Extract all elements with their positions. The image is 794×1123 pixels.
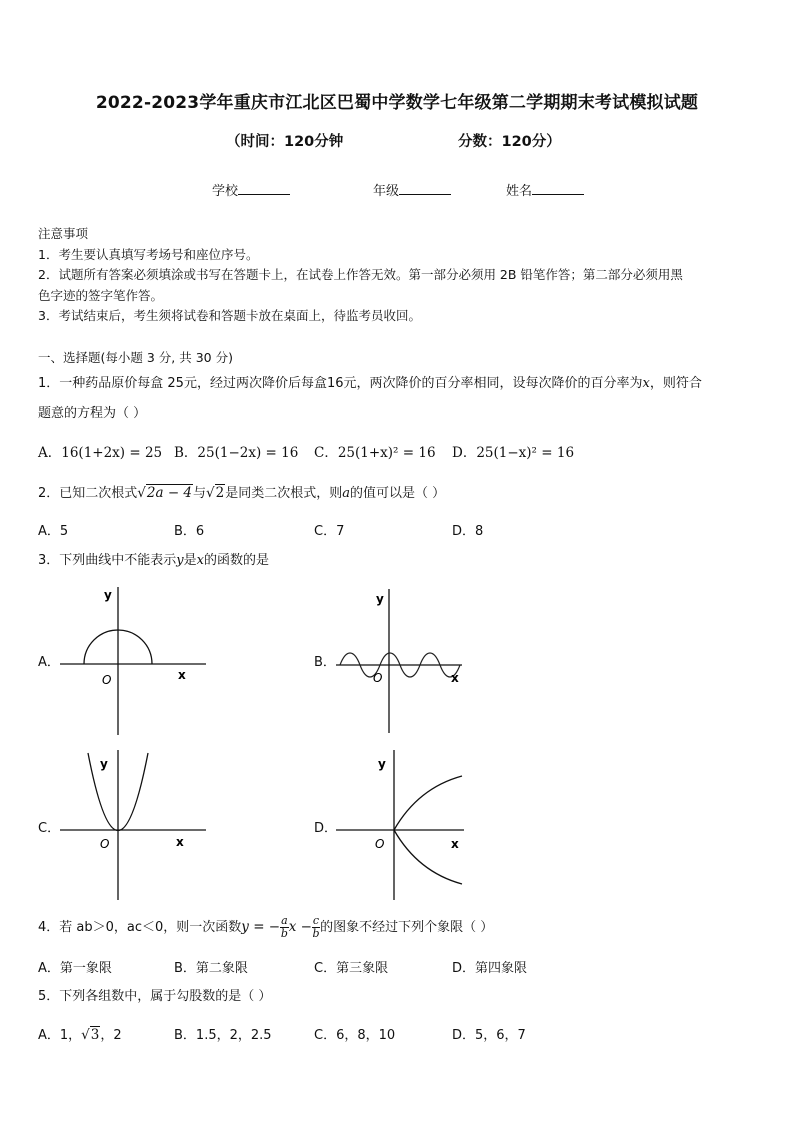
q1-option-d[interactable]: D．25(1−x)² = 16 xyxy=(452,445,575,461)
fraction-denominator: b xyxy=(280,927,288,940)
q2-option-b[interactable]: B．6 xyxy=(174,524,205,539)
question-5: 5．下列各组数中，属于勾股数的是（ ） xyxy=(38,989,272,1004)
q1-text: 1．一种药品原价每盒 25元，经过两次降价后每盒16元，两次降价的百分率相同，设每次降价的百分率为 xyxy=(38,376,643,391)
axis-x-label: x xyxy=(178,668,186,682)
q3-text: 3．下列曲线中不能表示 xyxy=(38,553,177,568)
q2-text-b: 与 xyxy=(193,486,207,501)
q4-option-c[interactable]: C．第三象限 xyxy=(314,961,389,976)
axis-x-label: x xyxy=(176,835,184,849)
notes-heading: 注意事项 xyxy=(38,226,89,241)
notes-item: 2．试题所有答案必须填涂或书写在答题卡上，在试卷上作答无效。第一部分必须用 2B 铅笔作答；第二部分必须用黑 xyxy=(38,267,683,282)
q5-radical: 3 xyxy=(90,1027,100,1043)
q2-option-a[interactable]: A．5 xyxy=(38,524,69,539)
axis-y-label: y xyxy=(376,592,384,606)
graph-a xyxy=(58,583,208,738)
q2-var: a xyxy=(342,486,351,501)
q2-text-d: 的值可以是（ ） xyxy=(350,486,446,501)
q2-option-c[interactable]: C．7 xyxy=(314,524,345,539)
axis-x-label: x xyxy=(451,837,459,851)
q1-option-a[interactable]: A．16(1+2x) = 25 xyxy=(38,445,163,461)
page-title: 2022-2023学年重庆市江北区巴蜀中学数学七年级第二学期期末考试模拟试题 xyxy=(95,93,699,113)
q3-var-x: x xyxy=(196,553,204,568)
fraction-numerator: c xyxy=(312,914,320,927)
q5-option-a-pre: A．1， xyxy=(38,1028,82,1043)
axis-x-label: x xyxy=(451,671,459,685)
q2-radical-2: 2 xyxy=(215,485,225,501)
q4-text-b: 的图象不经过下列个象限（ ） xyxy=(320,920,494,935)
origin-label: O xyxy=(373,671,383,685)
grade-blank[interactable] xyxy=(399,182,451,195)
axis-y-label: y xyxy=(100,757,108,771)
fraction-denominator: b xyxy=(312,927,320,940)
grade-field xyxy=(373,180,451,199)
q3-option-b[interactable]: B． xyxy=(314,655,336,670)
q2-radical-1: 2a − 4 xyxy=(146,485,193,501)
q3-option-c[interactable]: C． xyxy=(38,821,61,836)
grade-label: 年级 xyxy=(373,184,400,199)
q5-option-c[interactable]: C．6，8，10 xyxy=(314,1028,396,1043)
q5-option-b[interactable]: B．1.5，2，2.5 xyxy=(174,1028,272,1043)
q4-option-d[interactable]: D．第四象限 xyxy=(452,961,528,976)
q1-var: x xyxy=(642,376,650,391)
q2-text-c: 是同类二次根式，则 xyxy=(225,486,343,501)
school-label: 学校 xyxy=(212,184,239,199)
fraction-numerator: a xyxy=(281,914,288,927)
origin-label: O xyxy=(100,837,110,851)
q1-option-c[interactable]: C．25(1+x)² = 16 xyxy=(314,445,436,461)
exam-score: 分数：120分） xyxy=(458,134,561,150)
q3-text-c: 的函数的是 xyxy=(204,553,270,568)
question-2: 2．已知二次根式√2a − 4与√2是同类二次根式，则a的值可以是（ ） xyxy=(38,485,446,501)
q2-text: 2．已知二次根式 xyxy=(38,486,138,501)
q5-option-d[interactable]: D．5，6，7 xyxy=(452,1028,526,1043)
axis-y-label: y xyxy=(378,757,386,771)
exam-time: （时间：120分钟 xyxy=(226,134,344,150)
q3-text-b: 是 xyxy=(183,553,197,568)
question-3 xyxy=(38,551,758,571)
q4-option-a[interactable]: A．第一象限 xyxy=(38,961,112,976)
q1-text-b: ，则符合 xyxy=(649,376,702,391)
q4-fraction-2 xyxy=(312,915,320,940)
origin-label: O xyxy=(375,837,385,851)
q3-option-a[interactable]: A． xyxy=(38,655,60,670)
q4-option-b[interactable]: B．第二象限 xyxy=(174,961,248,976)
notes-item: 3．考试结束后，考生须将试卷和答题卡放在桌面上，待监考员收回。 xyxy=(38,308,421,323)
name-blank[interactable] xyxy=(532,182,584,195)
origin-label: O xyxy=(102,673,112,687)
q4-eq-lhs: y = − xyxy=(241,919,281,935)
q4-text: 4．若 ab＞0，ac＜0，则一次函数 xyxy=(38,920,242,935)
axis-y-label: y xyxy=(104,588,112,602)
q4-eq-mid: x − xyxy=(288,919,312,935)
question-1 xyxy=(38,374,758,394)
section-heading: 一、选择题(每小题 3 分, 共 30 分) xyxy=(38,350,233,365)
question-4 xyxy=(38,915,758,940)
graph-b xyxy=(334,585,474,735)
notes-item: 色字迹的签字笔作答。 xyxy=(38,287,164,303)
notes-block xyxy=(38,224,758,327)
q2-option-d[interactable]: D．8 xyxy=(452,524,484,539)
q5-option-a[interactable]: A．1，√3，2 xyxy=(38,1027,122,1043)
q1-text-c: 题意的方程为（ ） xyxy=(38,406,147,421)
name-field xyxy=(506,180,584,199)
graph-d xyxy=(334,748,474,903)
school-field xyxy=(212,180,290,199)
school-blank[interactable] xyxy=(238,182,290,195)
q3-option-d[interactable]: D． xyxy=(314,821,338,836)
notes-item: 1．考生要认真填写考场号和座位序号。 xyxy=(38,246,259,262)
q3-var-y: y xyxy=(176,553,184,568)
q4-fraction-1 xyxy=(280,915,289,940)
graph-c xyxy=(58,748,208,903)
q5-option-a-post: ，2 xyxy=(100,1028,122,1043)
name-label: 姓名 xyxy=(506,184,533,199)
q1-option-b[interactable]: B．25(1−2x) = 16 xyxy=(174,445,299,461)
